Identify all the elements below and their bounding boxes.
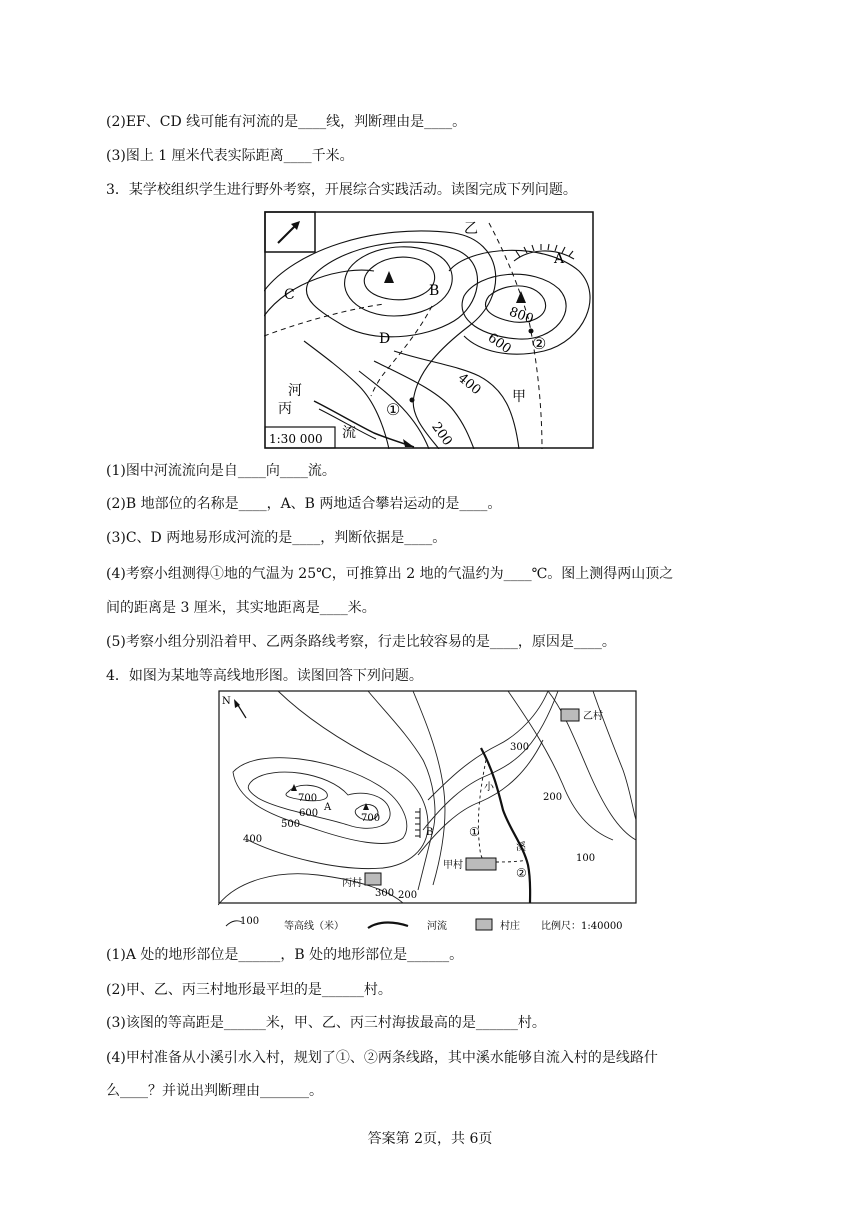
label-point-2: ②: [532, 334, 547, 353]
contour-600: 600: [484, 330, 514, 358]
page-footer: 答案第 2页，共 6页: [367, 1131, 493, 1147]
contour-700-a: 700: [298, 793, 318, 804]
village-bing-icon: [365, 873, 381, 885]
legend-scale: 比例尺：1:40000: [541, 921, 623, 932]
q3-subquestion-4b: 间的距离是 3 厘米，其实地距离是____米。: [106, 600, 376, 616]
point-1: [410, 398, 415, 403]
label-route-1: ①: [469, 825, 480, 839]
label-he: 河: [288, 383, 302, 399]
q4-subquestion-1: (1)A 处的地形部位是______，B 处的地形部位是______。: [106, 947, 464, 963]
legend-river-icon: [368, 923, 408, 929]
legend: [226, 916, 623, 932]
legend-river-label: 河流: [427, 921, 447, 932]
label-bing: 丙: [278, 401, 292, 417]
label-xi: 溪: [516, 842, 526, 853]
contour-400: 400: [454, 370, 484, 399]
label-jia: 甲: [512, 389, 526, 405]
north-label: N: [222, 696, 231, 707]
label-c: C: [284, 287, 295, 303]
label-yi: 乙: [464, 221, 478, 237]
q3-subquestion-1: (1)图中河流流向是自____向____流。: [106, 463, 336, 479]
contour-700-b: 700: [361, 813, 381, 824]
label-route-2: ②: [516, 866, 527, 880]
contour-800: 800: [506, 304, 536, 328]
q2-subquestion-2: (2)EF、CD 线可能有河流的是____线，判断理由是____。: [106, 114, 467, 130]
legend-contour-value: 100: [240, 916, 260, 927]
contour-300-a: 300: [510, 742, 530, 753]
label-xiao: 小: [484, 782, 494, 793]
legend-village-label: 村庄: [500, 921, 520, 932]
contour-100: 100: [576, 853, 596, 864]
label-d: D: [379, 331, 391, 347]
q4-subquestion-2: (2)甲、乙、丙三村地形最平坦的是______村。: [106, 982, 392, 998]
q4-subquestion-4b: 么____？并说出判断理由_______。: [106, 1083, 323, 1099]
label-jiacun: 甲村: [443, 860, 463, 871]
label-b: B: [429, 283, 440, 299]
label-yicun: 乙村: [583, 711, 603, 722]
label-a: A: [554, 251, 565, 267]
legend-contour-label: 等高线（米）: [284, 921, 344, 932]
q3-stem: 3．某学校组织学生进行野外考察，开展综合实践活动。读图完成下列问题。: [106, 182, 577, 198]
label-point-1: ①: [386, 400, 401, 419]
legend-village-icon: [476, 919, 492, 930]
contour-200-a: 200: [543, 792, 563, 803]
q4-subquestion-4a: (4)甲村准备从小溪引水入村，规划了①、②两条线路，其中溪水能够自流入村的是线路什: [106, 1050, 658, 1066]
q3-subquestion-2: (2)B 地部位的名称是____，A、B 两地适合攀岩运动的是____。: [106, 496, 502, 512]
q3-subquestion-4a: (4)考察小组测得①地的气温为 25℃，可推算出 2 地的气温约为____℃。图上测得两山顶之: [106, 566, 674, 582]
village-jia-icon: [466, 858, 496, 870]
contour-500: 500: [281, 819, 301, 830]
contour-200: 200: [428, 419, 455, 449]
q4-subquestion-3: (3)该图的等高距是______米，甲、乙、丙三村海拔最高的是______村。: [106, 1015, 546, 1031]
label-a: A: [324, 802, 332, 813]
contour-600: 600: [299, 808, 319, 819]
q3-subquestion-5: (5)考察小组分别沿着甲、乙两条路线考察，行走比较容易的是____，原因是____。: [106, 634, 616, 650]
contour-200-b: 200: [398, 890, 418, 901]
label-liu: 流: [342, 425, 356, 441]
q4-contour-map: [218, 690, 638, 936]
q4-stem: 4．如图为某地等高线地形图。读图回答下列问题。: [106, 668, 423, 684]
village-yi-icon: [561, 709, 579, 721]
q2-subquestion-3: (3)图上 1 厘米代表实际距离____千米。: [106, 148, 354, 164]
label-bingcun: 丙村: [342, 878, 362, 889]
q3-contour-map: [264, 211, 594, 449]
contour-300-b: 300: [375, 888, 395, 899]
q3-subquestion-3: (3)C、D 两地易形成河流的是____，判断依据是____。: [106, 530, 447, 546]
scale-label: 1:30 000: [269, 432, 323, 446]
point-2: [529, 329, 534, 334]
contour-400: 400: [243, 834, 263, 845]
label-b: B: [426, 827, 434, 838]
